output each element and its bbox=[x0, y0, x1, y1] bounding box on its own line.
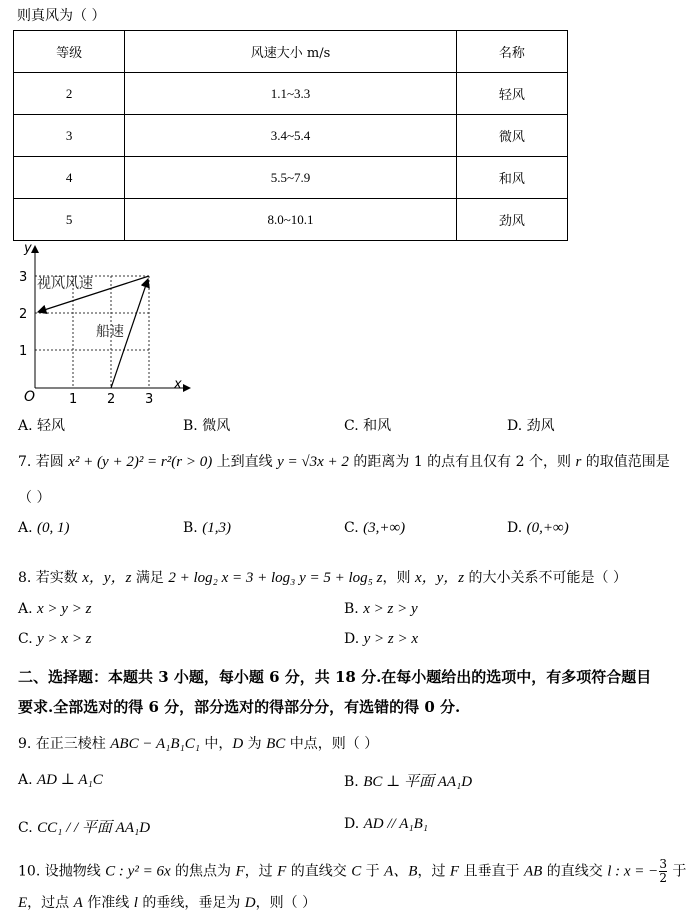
table-row bbox=[14, 73, 568, 115]
table-cell: 2 bbox=[14, 73, 125, 115]
table-cell: 5.5~7.9 bbox=[125, 157, 457, 199]
option-b[interactable]: B. 微风 bbox=[183, 418, 231, 434]
question-9-stem: 9. 在正三棱柱 ABC − A₁B₁C₁ 中，D 为 BC 中点，则（ ） bbox=[18, 736, 379, 752]
option-b[interactable]: B. x > z > y bbox=[344, 601, 418, 617]
option-b[interactable]: B. (1,3) bbox=[183, 520, 231, 536]
log-equation: 2 + log₂ x = 3 + log₃ y = 5 + log₅ z bbox=[168, 570, 383, 586]
table-row bbox=[14, 199, 568, 241]
option-c[interactable]: C. CC₁ / / 平面 AA₁D bbox=[18, 820, 151, 836]
section-heading: 二、选择题：本题共 3 小题，每小题 6 分，共 18 分.在每小题给出的选项中，有多项符合题目 bbox=[18, 668, 652, 686]
x-tick-label: 2 bbox=[107, 392, 116, 407]
table-row bbox=[14, 157, 568, 199]
wind-speed-table bbox=[13, 30, 568, 241]
question-10-stem: 10. 设抛物线 C : y² = 6x 的焦点为 F，过 F 的直线交 C 于 A、B，过 F 且垂直于 AB 的直线交 l : x = − $\frac{3}{2}$ 于 bbox=[18, 857, 686, 885]
ship-speed-label: 船速 bbox=[96, 324, 124, 340]
option-c[interactable]: C. (3,+∞) bbox=[344, 520, 406, 536]
wind-vector-figure bbox=[10, 240, 200, 408]
y-tick-label: 2 bbox=[19, 307, 28, 322]
table-header: 风速大小 m/s bbox=[125, 31, 457, 73]
table-cell: 劲风 bbox=[456, 199, 567, 241]
grid-lines bbox=[35, 276, 149, 388]
table-cell: 1.1~3.3 bbox=[125, 73, 457, 115]
y-tick-label: 3 bbox=[19, 270, 28, 285]
y-tick-label: 1 bbox=[19, 344, 28, 359]
option-a[interactable]: A. AD ⊥ A₁C bbox=[18, 772, 103, 788]
question-10-stem-cont: E，过点 A 作准线 l 的垂线，垂足为 D，则（ ） bbox=[18, 895, 317, 911]
table-cell: 3 bbox=[14, 115, 125, 157]
table-cell: 和风 bbox=[456, 157, 567, 199]
question-stem-tail: 则真风为（ ） bbox=[17, 8, 106, 24]
option-d[interactable]: D. (0,+∞) bbox=[507, 520, 569, 536]
table-header: 等级 bbox=[14, 31, 125, 73]
answer-parentheses: （ ） bbox=[18, 490, 51, 506]
option-a[interactable]: A. x > y > z bbox=[18, 601, 92, 617]
fraction: $\frac{3}{2}$ bbox=[659, 857, 667, 885]
x-tick-label: 3 bbox=[145, 392, 154, 407]
option-c[interactable]: C. 和风 bbox=[344, 418, 392, 434]
table-cell: 8.0~10.1 bbox=[125, 199, 457, 241]
table-cell: 5 bbox=[14, 199, 125, 241]
table-cell: 3.4~5.4 bbox=[125, 115, 457, 157]
question-7-stem: 7. 若圆 x² + (y + 2)² = r²(r > 0) 上到直线 y = √3x + 2 的距离为 1 的点有且仅有 2 个，则 r 的取值范围是 bbox=[18, 454, 670, 470]
circle-equation: x² + (y + 2)² = r²(r > 0) bbox=[68, 454, 213, 470]
section-heading-cont: 要求.全部选对的得 6 分，部分选对的得部分分，有选错的得 0 分. bbox=[18, 698, 461, 716]
table-cell: 4 bbox=[14, 157, 125, 199]
option-c[interactable]: C. y > x > z bbox=[18, 631, 92, 647]
table-cell: 微风 bbox=[456, 115, 567, 157]
directrix-equation: l : x = − bbox=[607, 863, 659, 880]
apparent-wind-label: 视风风速 bbox=[37, 276, 93, 292]
x-tick-label: 1 bbox=[69, 392, 78, 407]
option-d[interactable]: D. AD // A₁B₁ bbox=[344, 816, 428, 832]
option-b[interactable]: B. BC ⊥ 平面 AA₁D bbox=[344, 774, 473, 790]
origin-label: O bbox=[24, 389, 36, 405]
table-cell: 轻风 bbox=[456, 73, 567, 115]
option-a[interactable]: A. 轻风 bbox=[18, 418, 66, 434]
table-header-row bbox=[14, 31, 568, 73]
prism-name: ABC − A₁B₁C₁ bbox=[110, 736, 200, 752]
table-header: 名称 bbox=[456, 31, 567, 73]
y-axis-label: y bbox=[24, 241, 32, 256]
option-d[interactable]: D. y > z > x bbox=[344, 631, 419, 647]
x-axis-label: x bbox=[174, 377, 182, 392]
parabola-equation: C : y² = 6x bbox=[105, 863, 171, 880]
option-a[interactable]: A. (0, 1) bbox=[18, 520, 70, 536]
line-equation: y = √3x + 2 bbox=[277, 454, 349, 470]
table-row bbox=[14, 115, 568, 157]
question-8-stem: 8. 若实数 x，y，z 满足 2 + log₂ x = 3 + log₃ y = 5 + log₅ z，则 x，y，z 的大小关系不可能是（ ） bbox=[18, 570, 628, 586]
option-d[interactable]: D. 劲风 bbox=[507, 418, 555, 434]
